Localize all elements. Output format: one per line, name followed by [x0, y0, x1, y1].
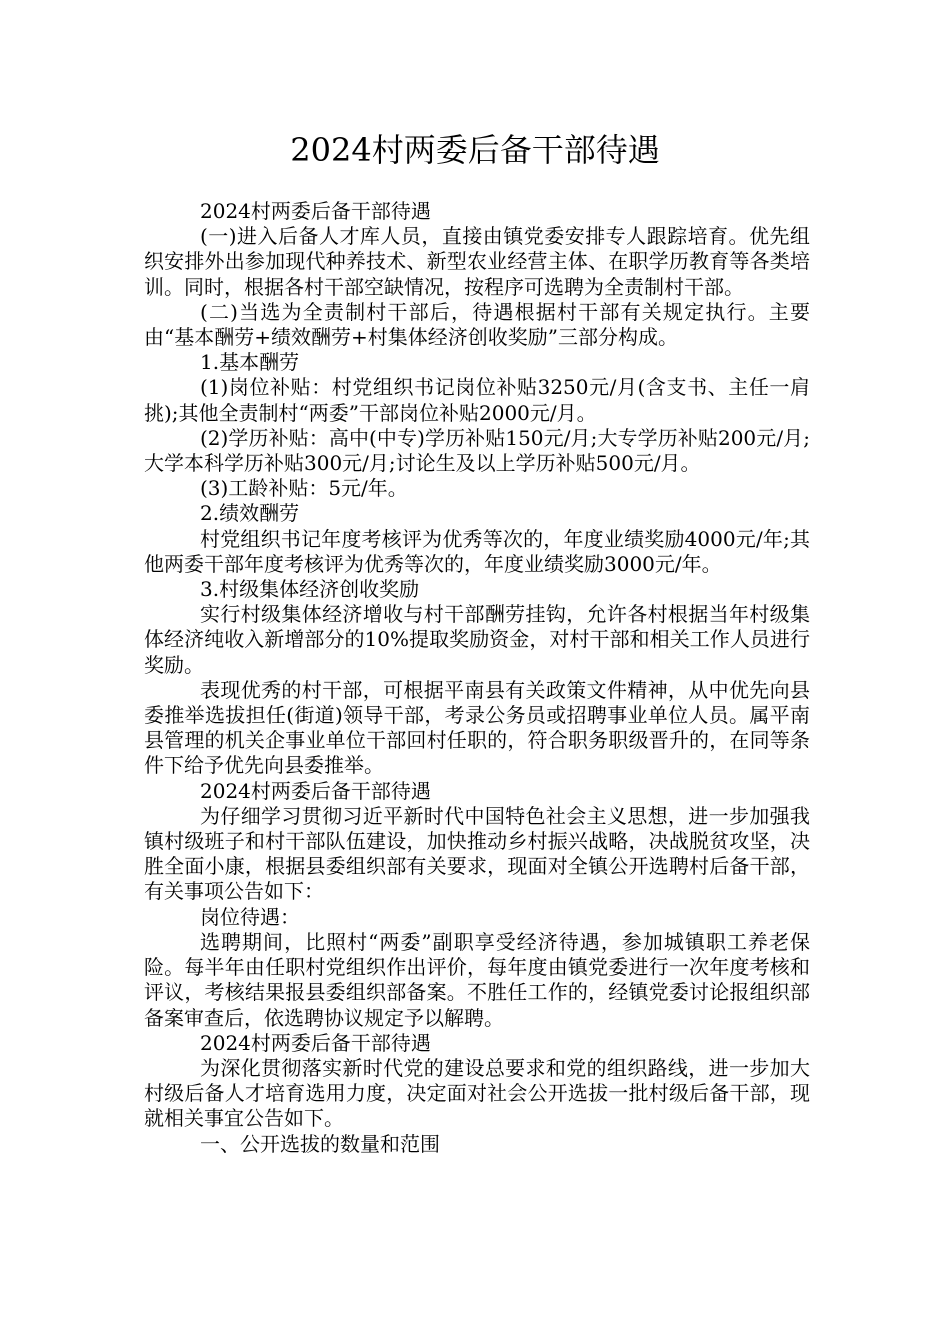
section-heading: 2.绩效酬劳	[200, 501, 300, 526]
section-heading: 2024村两委后备干部待遇	[200, 1030, 431, 1055]
paragraph: 村党组织书记年度考核评为优秀等次的，年度业绩奖励4000元/年;其他两委干部年度考核评为优秀等次的，年度业绩奖励3000元/年。	[144, 526, 810, 576]
paragraph: (2)学历补贴：高中(中专)学历补贴150元/月;大专学历补贴200元/月;大学本科学历补贴300元/月;讨论生及以上学历补贴500元/月。	[144, 425, 810, 476]
section-heading: 2024村两委后备干部待遇	[200, 778, 431, 803]
paragraph: 表现优秀的村干部，可根据平南县有关政策文件精神，从中优先向县委推举选拔担任(街道)领导干部，考录公务员或招聘事业单位人员。属平南县管理的机关企事业单位干部回村任职的，符合职务职级晋升的，在同等条件下给予优先向县委推举。	[144, 677, 810, 778]
paragraph: 为深化贯彻落实新时代党的建设总要求和党的组织路线，进一步加大村级后备人才培育选用力度，决定面对社会公开选拔一批村级后备干部，现就相关事宜公告如下。	[144, 1055, 810, 1131]
paragraph: (3)工龄补贴：5元/年。	[200, 476, 408, 501]
paragraph: 选聘期间，比照村“两委”副职享受经济待遇，参加城镇职工养老保险。每半年由任职村党组织作出评价，每年度由镇党委进行一次年度考核和评议，考核结果报县委组织部备案。不胜任工作的，经镇党委讨论报组织部备案审查后，依选聘协议规定予以解聘。	[144, 929, 810, 1030]
paragraph: 实行村级集体经济增收与村干部酬劳挂钩，允许各村根据当年村级集体经济纯收入新增部分的10%提取奖励资金，对村干部和相关工作人员进行奖励。	[144, 602, 810, 677]
section-heading: 一、公开选拔的数量和范围	[200, 1131, 440, 1156]
paragraph: 为仔细学习贯彻习近平新时代中国特色社会主义思想，进一步加强我镇村级班子和村干部队伍建设，加快推动乡村振兴战略，决战脱贫攻坚，决胜全面小康，根据县委组织部有关要求，现面对全镇公开选聘村后备干部，有关事项公告如下：	[144, 803, 810, 904]
paragraph: (二)当选为全责制村干部后，待遇根据村干部有关规定执行。主要由“基本酬劳+绩效酬劳+村集体经济创收奖励”三部分构成。	[144, 299, 810, 350]
document-title: 2024村两委后备干部待遇	[290, 131, 660, 169]
paragraph: (1)岗位补贴：村党组织书记岗位补贴3250元/月(含支书、主任一肩挑);其他全责制村“两委”干部岗位补贴2000元/月。	[144, 375, 810, 425]
paragraph: 2024村两委后备干部待遇	[200, 199, 431, 223]
section-heading: 岗位待遇：	[200, 904, 300, 929]
paragraph: (一)进入后备人才库人员，直接由镇党委安排专人跟踪培育。优先组织安排外出参加现代种养技术、新型农业经营主体、在职学历教育等各类培训。同时，根据各村干部空缺情况，按程序可选聘为全责制村干部。	[144, 224, 810, 299]
section-heading: 1.基本酬劳	[200, 350, 300, 375]
document-body	[144, 199, 810, 1157]
section-heading: 3.村级集体经济创收奖励	[200, 577, 420, 602]
